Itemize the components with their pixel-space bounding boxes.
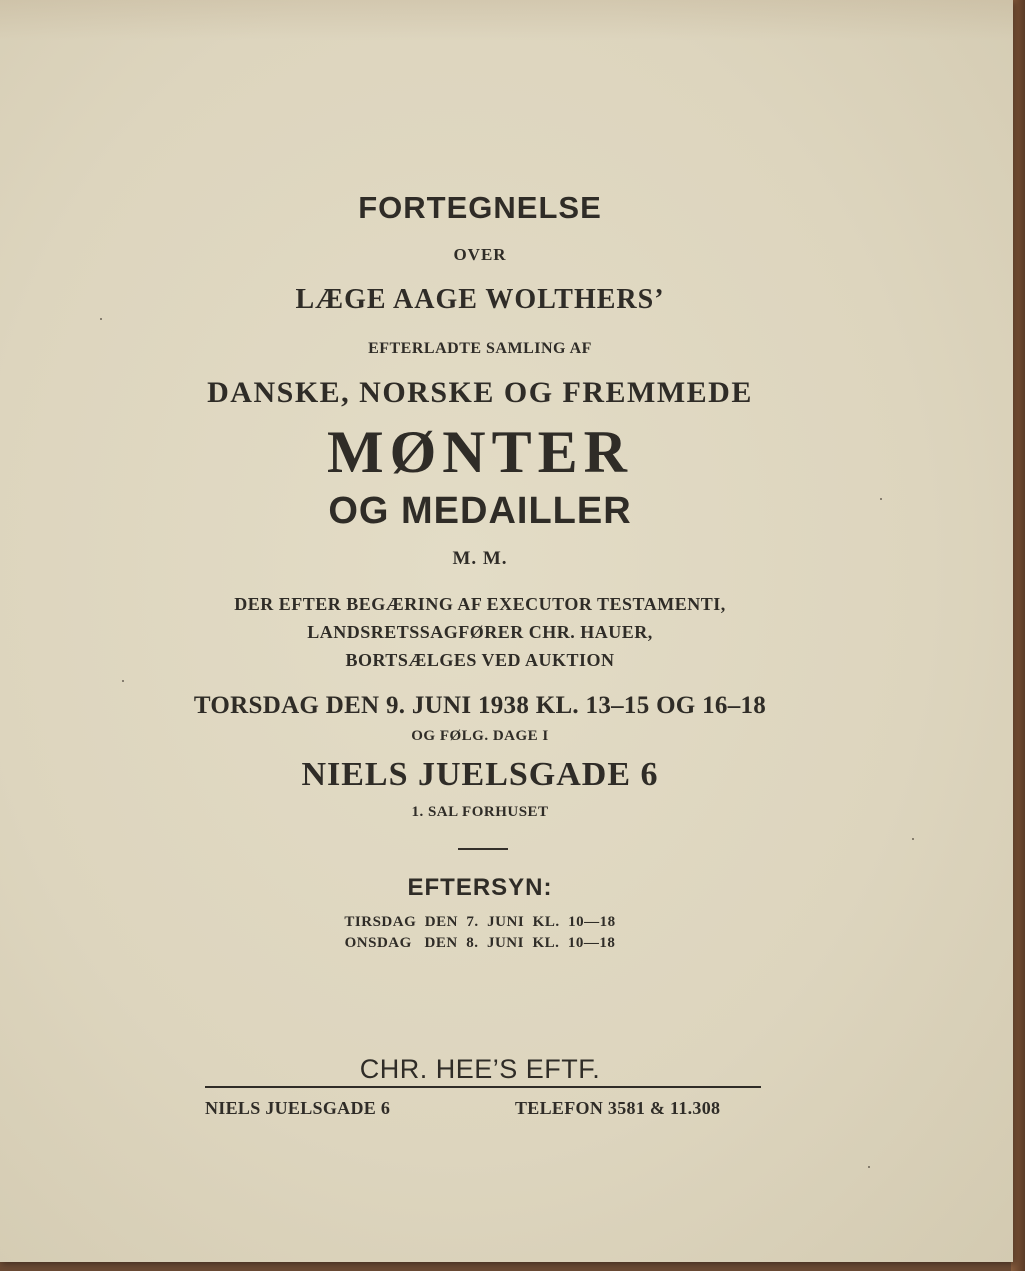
viewing-line-wednesday: ONSDAG DEN 8. JUNI KL. 10—18 [344,935,616,951]
collector-name: LÆGE AAGE WOLTHERS’ [295,284,665,315]
footer-phone: TELEFON 3581 & 11.308 [515,1098,721,1118]
paper-speck [100,318,102,320]
sale-line-1: DER EFTER BEGÆRING AF EXECUTOR TESTAMENTI, [234,594,726,614]
venue-heading: NIELS JUELSGADE 6 [301,756,659,793]
sale-line-3: BORTSÆLGES VED AUKTION [345,650,615,670]
following-days-line: OG FØLG. DAGE I [411,728,549,744]
footer-address: NIELS JUELSGADE 6 [205,1098,391,1118]
paper-speck [880,498,882,500]
subtitle-heading: OG MEDAILLER [328,490,632,532]
short-divider [458,848,508,850]
main-heading: MØNTER [327,419,633,485]
paper-speck [868,1166,870,1168]
floor-line: 1. SAL FORHUSET [411,804,549,820]
sale-line-2: LANDSRETSSAGFØRER CHR. HAUER, [307,622,653,642]
mm-line: M. M. [452,548,508,569]
over-line: OVER [453,245,507,264]
auction-date-line: TORSDAG DEN 9. JUNI 1938 KL. 13–15 OG 16–18 [193,692,767,719]
origin-line: DANSKE, NORSKE OG FREMMEDE [207,376,753,409]
viewing-line-tuesday: TIRSDAG DEN 7. JUNI KL. 10—18 [344,914,616,930]
efterladte-line: EFTERLADTE SAMLING AF [368,340,592,357]
paper-speck [912,838,914,840]
firm-name: CHR. HEE’S EFTF. [359,1054,601,1084]
table-edge [1011,0,1025,1271]
viewing-heading: EFTERSYN: [407,874,553,901]
paper-speck [122,680,124,682]
footer-rule [205,1086,761,1088]
document-title: FORTEGNELSE [358,190,602,225]
